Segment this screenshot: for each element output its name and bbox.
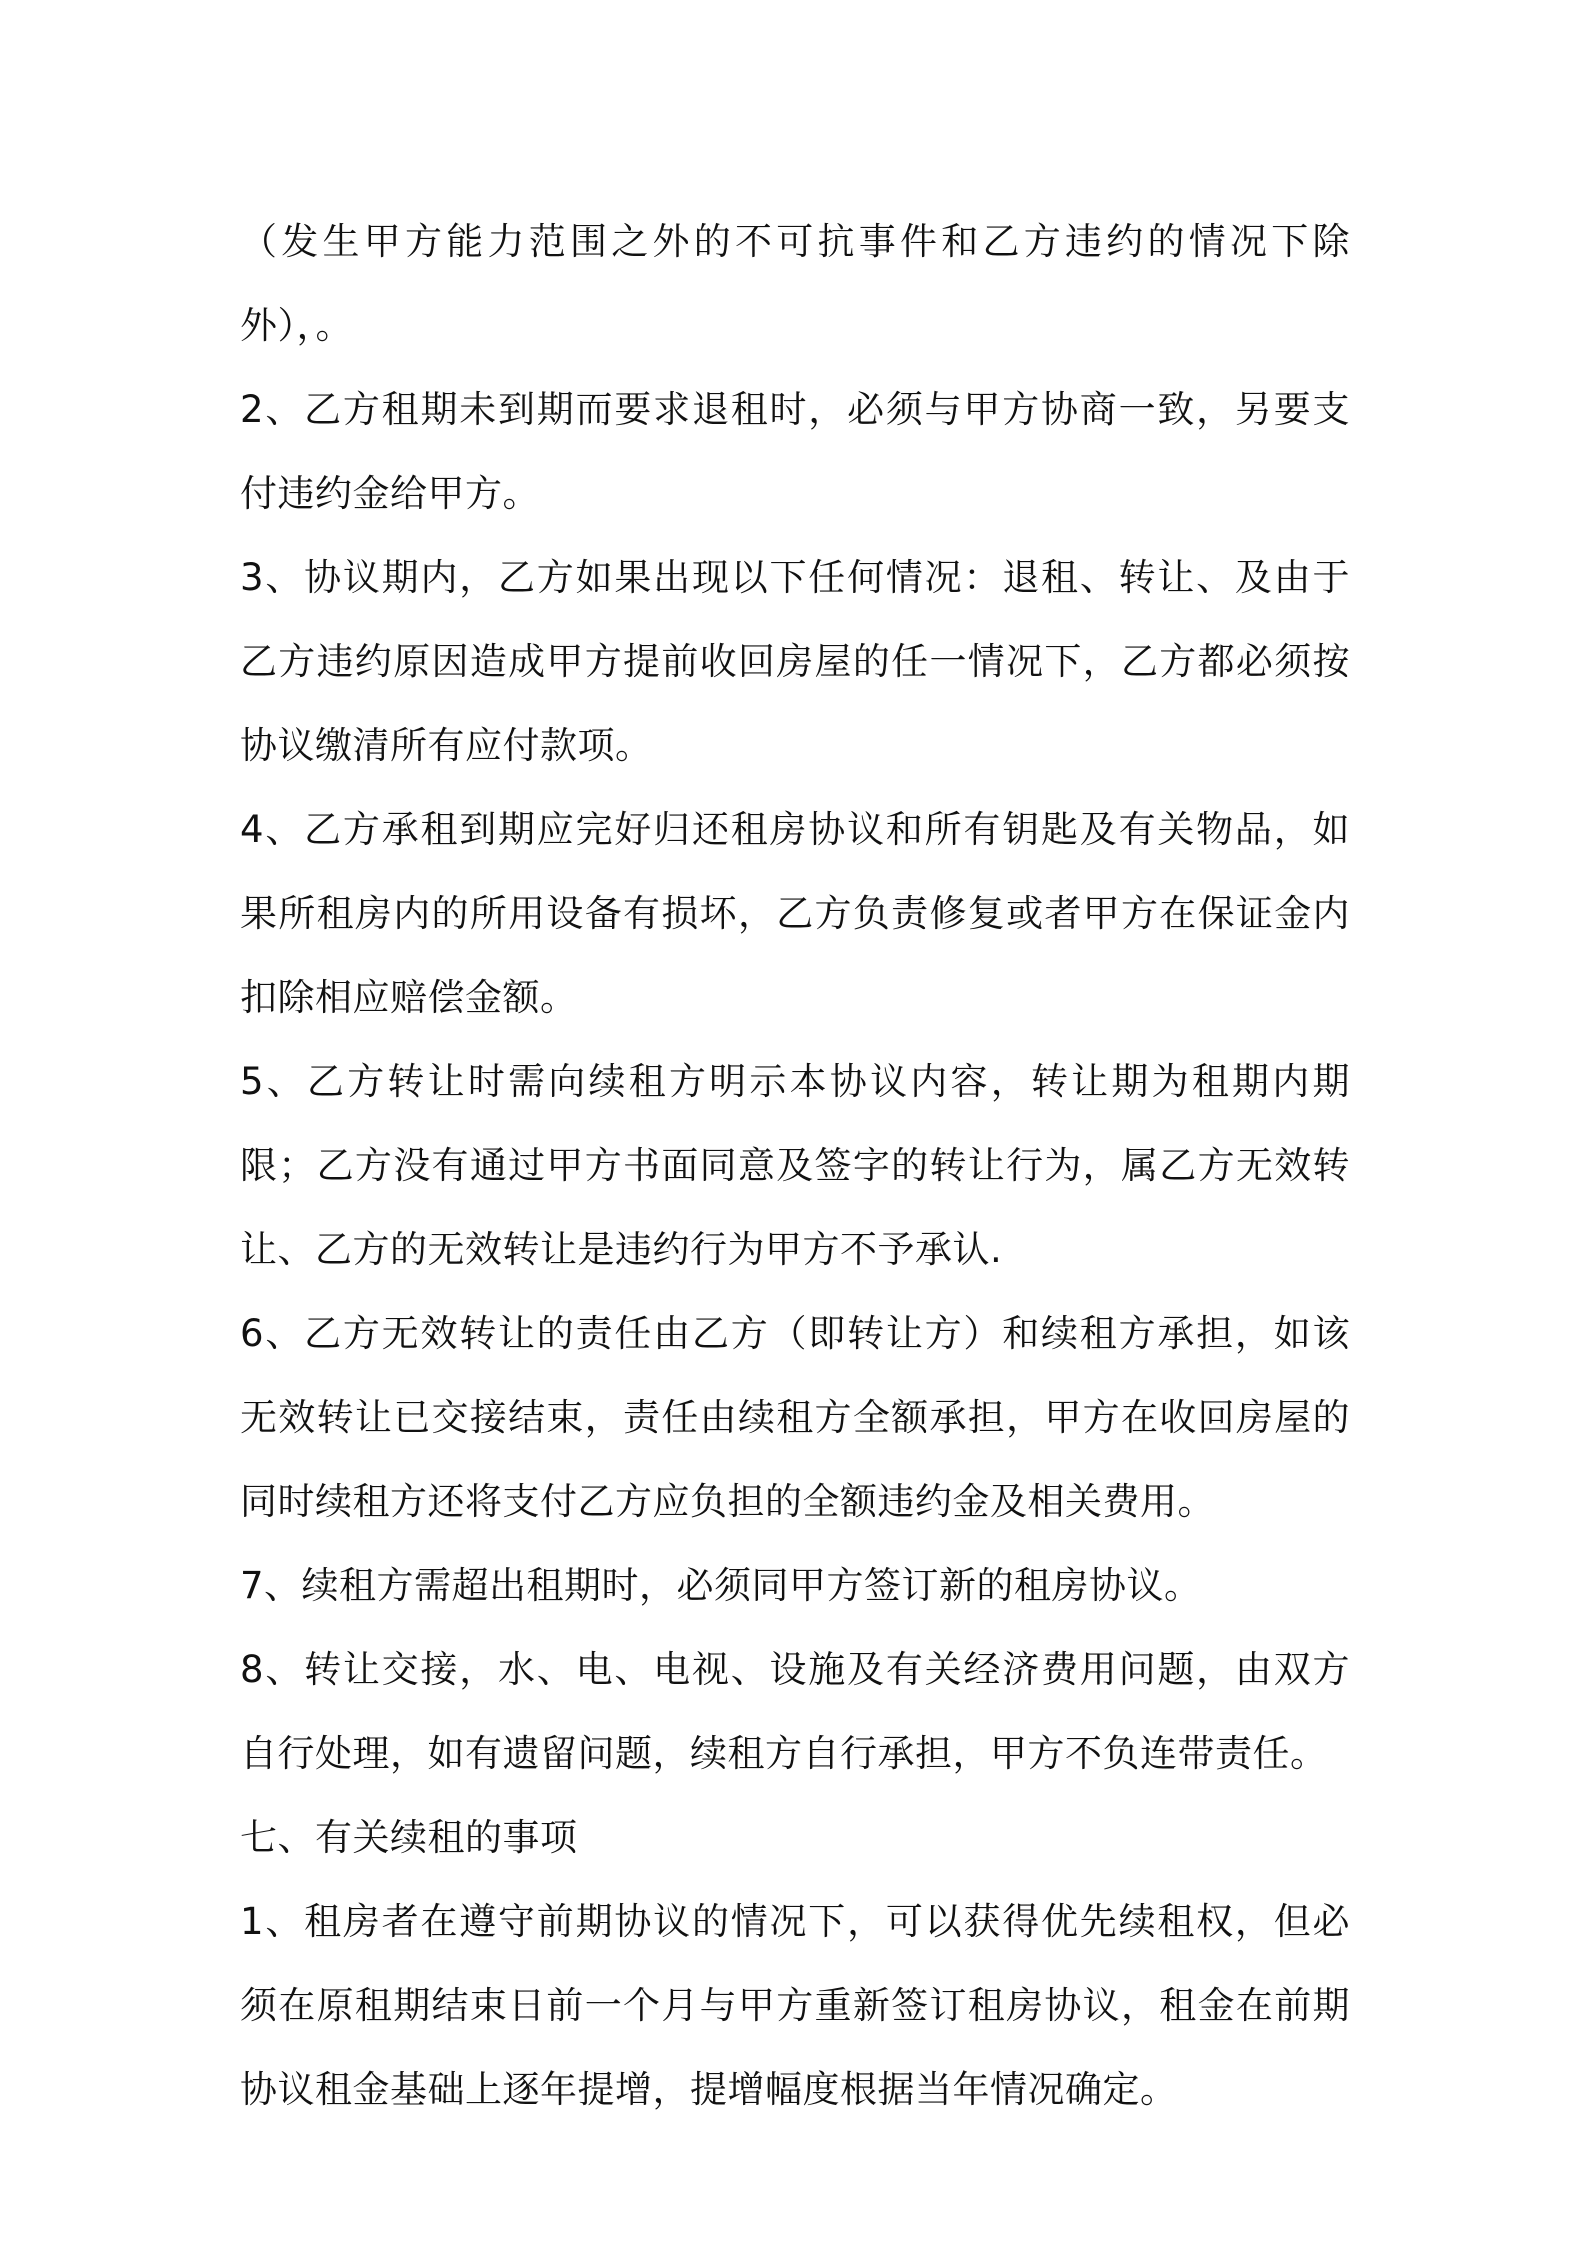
paragraph-item-2-early-termination: 2、乙方租期未到期而要求退租时，必须与甲方协商一致，另要支付违约金给甲方。 xyxy=(240,388,1350,515)
section-heading-renewal: 七、有关续租的事项 xyxy=(240,1816,578,1859)
paragraph-item-4-return-of-property: 4、乙方承租到期应完好归还租房协议和所有钥匙及有关物品，如果所租房内的所用设备有损坏，乙方负责修复或者甲方在保证金内扣除相应赔偿金额。 xyxy=(240,808,1350,1019)
paragraph-renewal-item-1: 1、租房者在遵守前期协议的情况下，可以获得优先续租权，但必须在原租期结束日前一个月与甲方重新签订租房协议，租金在前期协议租金基础上逐年提增，提增幅度根据当年情况确定。 xyxy=(240,1900,1350,2111)
paragraph-item-6-invalid-transfer-liability: 6、乙方无效转让的责任由乙方（即转让方）和续租方承担，如该无效转让已交接结束，责任由续租方全额承担，甲方在收回房屋的同时续租方还将支付乙方应负担的全额违约金及相关费用。 xyxy=(240,1312,1350,1523)
paragraph-force-majeure-clause: （发生甲方能力范围之外的不可抗事件和乙方违约的情况下除外），。 xyxy=(240,220,1350,347)
paragraph-item-5-transfer-disclosure: 5、乙方转让时需向续租方明示本协议内容，转让期为租期内期限；乙方没有通过甲方书面同意及签字的转让行为，属乙方无效转让、乙方的无效转让是违约行为甲方不予承认. xyxy=(240,1060,1350,1271)
paragraph-item-7-extension: 7、续租方需超出租期时，必须同甲方签订新的租房协议。 xyxy=(240,1564,1202,1607)
paragraph-item-8-handover-costs: 8、转让交接，水、电、电视、设施及有关经济费用问题，由双方自行处理，如有遗留问题，续租方自行承担，甲方不负连带责任。 xyxy=(240,1648,1350,1775)
paragraph-item-3-payment-obligation: 3、协议期内，乙方如果出现以下任何情况：退租、转让、及由于乙方违约原因造成甲方提前收回房屋的任一情况下，乙方都必须按协议缴清所有应付款项。 xyxy=(240,556,1350,767)
document-body xyxy=(240,200,1350,2132)
